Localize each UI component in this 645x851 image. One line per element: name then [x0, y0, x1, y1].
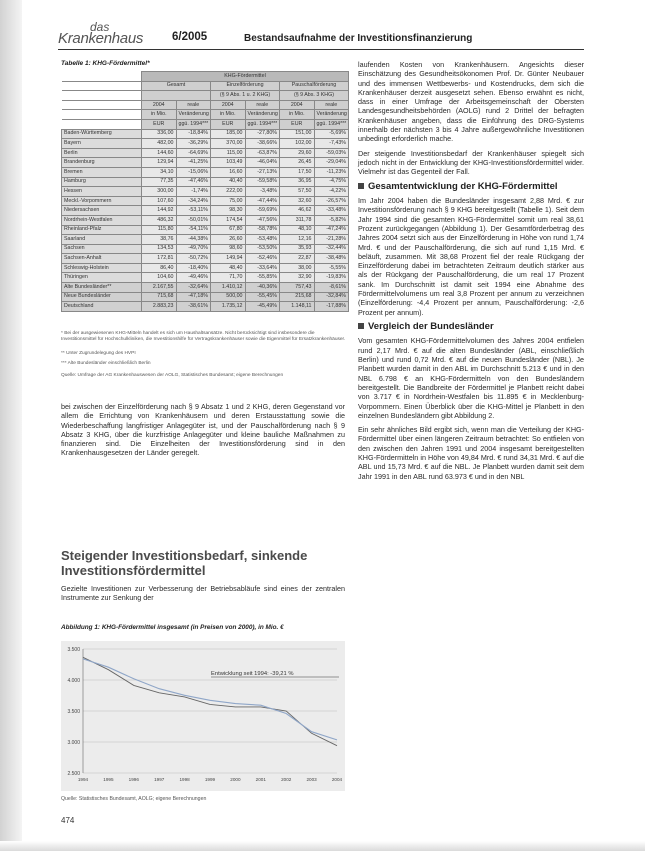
x-tick-label: 1994 [77, 777, 89, 782]
x-tick-label: 1996 [128, 777, 139, 782]
issue-number: 6/2005 [172, 31, 208, 43]
sub-2004: 2004 [211, 100, 246, 110]
sub-veraenderung: Veränderung [314, 110, 349, 120]
table-cell: -27,13% [245, 167, 280, 177]
table-cell: 35,93 [280, 244, 315, 254]
table-cell: 144,60 [142, 148, 177, 158]
table-cell: 77,35 [142, 177, 177, 187]
chart-background [61, 641, 345, 791]
table-cell: -59,69% [245, 206, 280, 216]
sub-reale: reale [176, 100, 211, 110]
table-cell: 311,78 [280, 215, 315, 225]
page-number: 474 [61, 816, 75, 825]
table-cell: -8,61% [314, 283, 349, 293]
table-cell: -44,38% [176, 235, 211, 245]
table-footnote-1: * Bei der ausgewiesenen KHG-Mitteln handelt es sich um Haushaltsansätze. Nicht berücksichtigt sind insbesondere die Investitionsmittel für Hochschulkliniken, die Investitionshilfe für Vertragskrankenhäuser sowie die Eigenmittel für Ersatzkrankenhäuser. [61, 331, 346, 342]
table-footnote-3: *** Alte Bundesländer einschließlich Berlin [61, 361, 151, 366]
table-cell: 75,00 [211, 196, 246, 206]
scan-edge-shadow [0, 0, 22, 851]
table-cell: -17,88% [314, 302, 349, 312]
table-cell: 134,53 [142, 244, 177, 254]
table-cell: -11,23% [314, 167, 349, 177]
sub-ggu: ggü. 1994*** [245, 119, 280, 129]
sub-reale: reale [245, 100, 280, 110]
journal-logo [58, 20, 168, 50]
table-row [62, 177, 349, 187]
row-label: Deutschland [62, 302, 142, 312]
right-heading-2: Vergleich der Bundesländer [358, 322, 584, 333]
row-label: Sachsen [62, 244, 142, 254]
table-cell: 48,10 [280, 225, 315, 235]
table-cell: 86,40 [142, 263, 177, 273]
table-cell: 98,30 [211, 206, 246, 216]
table-cell: 172,81 [142, 254, 177, 264]
sub-veraenderung: Veränderung [245, 110, 280, 120]
table-cell: -32,44% [314, 244, 349, 254]
row-label: Bayern [62, 139, 142, 149]
row-label: Sachsen-Anhalt [62, 254, 142, 264]
table-cell: -40,36% [245, 283, 280, 293]
table-row [62, 139, 349, 149]
table-row [62, 196, 349, 206]
x-tick-label: 1997 [154, 777, 165, 782]
section-title: Bestandsaufnahme der Investitionsfinanzierung [244, 33, 473, 44]
y-tick-label: 2.500 [67, 771, 80, 777]
table-cell: -53,48% [245, 235, 280, 245]
table-cell: -58,78% [245, 225, 280, 235]
table-cell: -5,69% [314, 129, 349, 139]
table-cell: -33,64% [245, 263, 280, 273]
sub-eur: EUR [280, 119, 315, 129]
table-row [62, 263, 349, 273]
table-cell: 107,60 [142, 196, 177, 206]
header-rule [58, 49, 584, 50]
table-cell: -49,46% [176, 273, 211, 283]
table-cell: -29,04% [314, 158, 349, 168]
table-cell: -54,11% [176, 225, 211, 235]
table-cell: 17,50 [280, 167, 315, 177]
table-cell: -3,48% [245, 187, 280, 197]
table-row [62, 206, 349, 216]
sub-veraenderung: Veränderung [176, 110, 211, 120]
table-row [62, 225, 349, 235]
table-cell: -1,74% [176, 187, 211, 197]
table-cell: 1.735,12 [211, 302, 246, 312]
table-cell: -52,46% [245, 254, 280, 264]
table-cell: 34,10 [142, 167, 177, 177]
table-cell: 38,00 [280, 263, 315, 273]
table-cell: -4,75% [314, 177, 349, 187]
table-cell: 12,16 [280, 235, 315, 245]
table-cell: -26,57% [314, 196, 349, 206]
sub-2004: 2004 [280, 100, 315, 110]
table-cell: 757,43 [280, 283, 315, 293]
col-einzel-sub: (§ 9 Abs. 1 u. 2 KHG) [211, 91, 280, 101]
table-cell: 16,60 [211, 167, 246, 177]
right-paragraph-3: Im Jahr 2004 haben die Bundesländer insgesamt 2,88 Mrd. € zur Investitionsförderung nach § 9 KHG bereitgestellt (Tabelle 1). Seit dem Jahr 1994 sind die gesamten KHG-Fördermittel somit um real 38,61 Prozent zurückgegangen (Abbildung 1). Der Gesamtförderbetrag des Jahres 2004 setzt sich aus der Einzelförderung in Höhe von rund 1,74 Mrd. € und der Pauschalförderung, die sich auf rund 1,15 Mrd. € beläuft, zusammen. Mit 38,68 Prozent fiel der reale Rückgang der Einzelförderung dabei im betrachteten Zeitraum deutlich stärker aus als der Rückgang der Pauschalförderung, die um real 17 Prozent sank. Im Durchschnitt ist damit seit 1994 eine Abnahme des Fördermittelvolumens um real 3,8 Prozent per annum zu verzeichnen (Einzelförderung: -4,4 Prozent per annum, Pauschalförderung: -2,6 Prozent per annum). [358, 196, 584, 317]
table-cell: 104,60 [142, 273, 177, 283]
table-row [62, 244, 349, 254]
table-cell: 67,80 [211, 225, 246, 235]
table-cell: 40,40 [211, 177, 246, 187]
table-cell: -47,24% [314, 225, 349, 235]
table-cell: -18,40% [176, 263, 211, 273]
table-cell: -38,66% [245, 139, 280, 149]
sub-ggu: ggü. 1994*** [176, 119, 211, 129]
right-paragraph-4: Vom gesamten KHG-Fördermittelvolumen des Jahres 2004 entfielen rund 2,17 Mrd. € auf die alten Bundesländer (ABL, einschließlich Berlin) und rund 0,72 Mrd. € auf die neuen Bundesländer (NBL). Je Planbett wurden damit in den ABL im Durchschnitt 5.213 € und in den NBL 6.798 € an KHG-Fördermitteln von den Bundesländern bereitgestellt. Die Bandbreite der Fördermittel je Planbett reicht dabei von 3.717 € in Nordrhein-Westfalen bis 11.895 € in Mecklenburg-Vorpommern. Einen Überblick über die KHG-Mittel je Planbett in den einzelnen Bundesländern gibt Abbildung 2. [358, 336, 584, 420]
table-cell: -47,44% [245, 196, 280, 206]
row-label: Brandenburg [62, 158, 142, 168]
logo-line2: Krankenhaus [58, 30, 144, 47]
table-cell: -50,01% [176, 215, 211, 225]
table-cell: -15,06% [176, 167, 211, 177]
table-cell: -27,80% [245, 129, 280, 139]
row-label: Hessen [62, 187, 142, 197]
funding-table [61, 71, 349, 312]
table-cell: 103,49 [211, 158, 246, 168]
table-row [62, 215, 349, 225]
table-cell: 222,00 [211, 187, 246, 197]
table-cell: -59,58% [245, 177, 280, 187]
table-cell: -41,25% [176, 158, 211, 168]
line-chart [61, 641, 345, 791]
table-cell: -53,11% [176, 206, 211, 216]
table-cell: -38,48% [314, 254, 349, 264]
x-tick-label: 2003 [306, 777, 317, 782]
table-cell: -7,43% [314, 139, 349, 149]
table-cell: -33,48% [314, 206, 349, 216]
row-label: Saarland [62, 235, 142, 245]
table-cell: 2.883,23 [142, 302, 177, 312]
table-cell: 215,68 [280, 292, 315, 302]
table-cell: 48,40 [211, 263, 246, 273]
table-cell: 500,00 [211, 292, 246, 302]
sub-mio: in Mio. [280, 110, 315, 120]
left-heading: Steigender Investitionsbedarf, sinkende Investitionsfördermittel [61, 548, 308, 578]
table-row [62, 148, 349, 158]
table-cell: -5,55% [314, 263, 349, 273]
sub-reale: reale [314, 100, 349, 110]
table-footnote-2: ** Unter Zugrundelegung des HVPI [61, 351, 136, 356]
table-cell: 300,00 [142, 187, 177, 197]
left-column-2 [61, 584, 345, 608]
table-cell: -63,87% [245, 148, 280, 158]
table-cell: -46,04% [245, 158, 280, 168]
logo-line1: das [90, 20, 110, 34]
heading-square-icon [358, 183, 364, 189]
right-heading-1: Gesamtentwicklung der KHG-Fördermittel [358, 182, 584, 193]
table-cell: 32,60 [280, 196, 315, 206]
table-row [62, 273, 349, 283]
table-cell: 1.148,11 [280, 302, 315, 312]
table-cell: -34,24% [176, 196, 211, 206]
heading-square-icon [358, 323, 364, 329]
table-row [62, 158, 349, 168]
chart-annotation: Entwicklung seit 1994: -39,21 % [211, 671, 294, 677]
row-label: Meckl.-Vorpommern [62, 196, 142, 206]
table-cell: -32,84% [314, 292, 349, 302]
table-cell: 98,60 [211, 244, 246, 254]
x-tick-label: 1998 [179, 777, 190, 782]
table-cell: 71,70 [211, 273, 246, 283]
table-caption: Tabelle 1: KHG-Fördermittel* [61, 60, 150, 67]
table-cell: 115,80 [142, 225, 177, 235]
table-cell: 22,87 [280, 254, 315, 264]
left-column [61, 402, 345, 463]
x-tick-label: 2004 [331, 777, 343, 782]
table-row [62, 187, 349, 197]
row-label: Nordrhein-Westfalen [62, 215, 142, 225]
table-cell: -32,64% [176, 283, 211, 293]
table-cell: 144,92 [142, 206, 177, 216]
table-cell: 32,90 [280, 273, 315, 283]
table-cell: -47,56% [245, 215, 280, 225]
table-cell: 149,94 [211, 254, 246, 264]
table-cell: 486,32 [142, 215, 177, 225]
sub-mio: in Mio. [211, 110, 246, 120]
table-cell: -45,49% [245, 302, 280, 312]
table-cell: 57,50 [280, 187, 315, 197]
figure-source: Quelle: Statistisches Bundesamt, AOLG; eigene Berechnungen [61, 796, 207, 802]
table-body [62, 129, 349, 311]
col-einzel: Einzelförderung [211, 81, 280, 91]
table-cell: 26,45 [280, 158, 315, 168]
table-cell: -5,82% [314, 215, 349, 225]
sub-ggu: ggü. 1994*** [314, 119, 349, 129]
table-source: Quelle: Umfrage der AG Krankenhauswesen der AOLG, Statistisches Bundesamt; eigene Berechnungen [61, 373, 284, 378]
table-row [62, 254, 349, 264]
table-row [62, 283, 349, 293]
table-cell: 36,95 [280, 177, 315, 187]
table-row [62, 129, 349, 139]
row-label: Rheinland-Pfalz [62, 225, 142, 235]
table-cell: 29,60 [280, 148, 315, 158]
sub-eur: EUR [142, 119, 177, 129]
left-paragraph-2: Gezielte Investitionen zur Verbesserung der Betriebsabläufe sind eines der zentralen Instrumente zur Senkung der [61, 584, 345, 603]
table-cell: 102,00 [280, 139, 315, 149]
x-tick-label: 1995 [103, 777, 114, 782]
table-cell: 151,00 [280, 129, 315, 139]
table-cell: 482,00 [142, 139, 177, 149]
figure-caption: Abbildung 1: KHG-Fördermittel insgesamt (in Preisen von 2000), in Mio. € [61, 624, 284, 631]
table-cell: -55,85% [245, 273, 280, 283]
col-gesamt: Gesamt [142, 81, 211, 91]
left-paragraph-1: bei zwischen der Einzelförderung nach § 9 Absatz 1 und 2 KHG, deren Gegenstand vor allem die Errichtung von Krankenhäusern und deren Erstausstattung sowie die Wiederbeschaffung langfristiger Anlagegüter ist, und der Pauschalförderung nach § 9 Absatz 3 KHG, über die kurzfristige Anlagegüter und kleine bauliche Maßnahmen zu finanzieren sind. Die Einzelheiten der Investitionsförderung sind in den Krankenhausgesetzen der Länder geregelt. [61, 402, 345, 458]
sub-2004: 2004 [142, 100, 177, 110]
table-cell: 129,94 [142, 158, 177, 168]
table-cell: -55,45% [245, 292, 280, 302]
table-cell: 185,00 [211, 129, 246, 139]
table-cell: 174,54 [211, 215, 246, 225]
table-cell: 336,00 [142, 129, 177, 139]
table-cell: 38,76 [142, 235, 177, 245]
row-label: Thüringen [62, 273, 142, 283]
row-label: Niedersachsen [62, 206, 142, 216]
table-cell: 1.410,12 [211, 283, 246, 293]
x-tick-label: 2000 [230, 777, 241, 782]
right-paragraph-2: Der steigende Investitionsbedarf der Krankenhäuser spiegelt sich jedoch nicht in der Entwicklung der KHG-Investitionsfördermittel wider. Vielmehr ist das Gegenteil der Fall. [358, 148, 584, 177]
table-cell: 715,68 [142, 292, 177, 302]
row-label: Schleswig-Holstein [62, 263, 142, 273]
table-cell: -18,84% [176, 129, 211, 139]
table-cell: 26,60 [211, 235, 246, 245]
x-tick-label: 2001 [255, 777, 266, 782]
y-tick-label: 3.500 [67, 709, 80, 715]
row-label: Neue Bundesländer [62, 292, 142, 302]
table-cell: -59,03% [314, 148, 349, 158]
table-cell: -53,50% [245, 244, 280, 254]
table-cell: -4,22% [314, 187, 349, 197]
scan-bottom-shadow [0, 841, 645, 851]
y-tick-label: 4.000 [67, 678, 80, 684]
table-row [62, 167, 349, 177]
row-label: Berlin [62, 148, 142, 158]
y-tick-label: 3.000 [67, 740, 80, 746]
table-cell: 370,00 [211, 139, 246, 149]
table-row [62, 235, 349, 245]
table-cell: -50,72% [176, 254, 211, 264]
table-cell: -21,28% [314, 235, 349, 245]
col-pausch: Pauschalförderung [280, 81, 349, 91]
sub-eur: EUR [211, 119, 246, 129]
table-row [62, 292, 349, 302]
x-tick-label: 2002 [281, 777, 292, 782]
sub-mio: in Mio. [142, 110, 177, 120]
row-label: Hamburg [62, 177, 142, 187]
table-cell: -38,61% [176, 302, 211, 312]
table-cell: 46,62 [280, 206, 315, 216]
table-cell: -49,70% [176, 244, 211, 254]
table-cell: 115,00 [211, 148, 246, 158]
table-cell: 2.167,55 [142, 283, 177, 293]
x-tick-label: 1999 [204, 777, 216, 782]
right-column [358, 60, 584, 486]
right-paragraph-1: laufenden Kosten von Krankenhäusern. Angesichts dieser Einschätzung des Gesundheitsökonomen Prof. Dr. Günter Neubauer und des immensen Wettbewerbs- und Kostendrucks, dem sich die Krankenhäuser derzeit ausgesetzt sehen. Ebenso erwähnt es nicht, dass in einer Umfrage der Arbeitsgemeinschaft der Obersten Landesgesundheitsbehörden (AOLG) rund 2 Drittel der befragten Krankenhäuser angeben, dass die Einführung des DRG-Systems innerhalb der nächsten 3 bis 4 Jahre außergewöhnliche Investitionen unbedingt erforderlich mache. [358, 60, 584, 144]
table-cell: -19,83% [314, 273, 349, 283]
table-row [62, 302, 349, 312]
table-cell: -47,18% [176, 292, 211, 302]
row-label: Alte Bundesländer** [62, 283, 142, 293]
table-cell: -64,69% [176, 148, 211, 158]
table-group-header: KHG-Fördermittel [142, 72, 349, 82]
row-label: Baden-Württemberg [62, 129, 142, 139]
row-label: Bremen [62, 167, 142, 177]
table-cell: -47,46% [176, 177, 211, 187]
col-pausch-sub: (§ 9 Abs. 3 KHG) [280, 91, 349, 101]
table-cell: -36,29% [176, 139, 211, 149]
y-tick-label: 3.500 [67, 647, 80, 653]
right-paragraph-5: Ein sehr ähnliches Bild ergibt sich, wenn man die Verteilung der KHG-Fördermittel über einen längeren Zeitraum betrachtet: So entfielen von den zwischen den Jahren 1991 und 2004 insgesamt bereitgestellten KHG-Fördermitteln in Höhe von 49,84 Mrd. € rund 34,31 Mrd. € auf die ABL und 15,73 Mrd. € auf die NBL. Je Planbett wurden damit seit dem Jahr 1991 in den ABL rund 63.973 € und in den NBL [358, 425, 584, 481]
